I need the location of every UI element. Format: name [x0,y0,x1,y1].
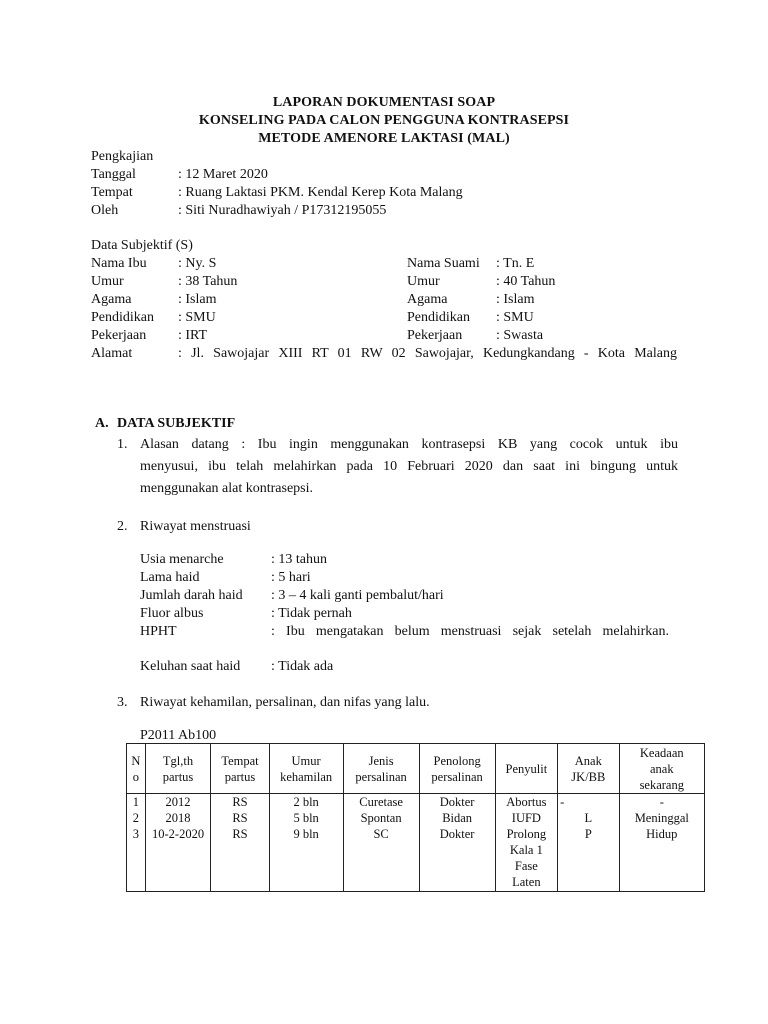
ibu-value-pendidikan: : SMU [178,310,216,325]
obstetric-code: P2011 Ab100 [140,728,217,743]
cell-penyulit: Abortus IUFD Prolong Kala 1 Fase Laten [495,794,557,892]
suami-label-nama: Nama Suami [407,256,480,271]
keluhan-label: Keluhan saat haid [140,659,241,674]
item1-line1: Alasan datang : Ibu ingin menggunakan kontrasepsi KB yang cocok untuk ibu [140,437,678,452]
suami-value-pekerjaan: : Swasta [496,328,544,343]
section-a-letter: A. [95,416,109,431]
item1-line2: menyusui, ibu telah melahirkan pada 10 Februari 2020 dan saat ini bingung untuk [140,459,678,474]
cell-jenis-persalinan: Curetase Spontan SC [343,794,419,892]
ibu-label-agama: Agama [91,292,132,307]
col-header-umur-kehamilan: Umur kehamilan [269,744,343,794]
ibu-value-agama: : Islam [178,292,217,307]
cell-keadaan-anak: - Meninggal Hidup [619,794,704,892]
suami-label-umur: Umur [407,274,440,289]
col-header-keadaan-anak: Keadaan anak sekarang [619,744,704,794]
alamat-value: : Jl. Sawojajar XIII RT 01 RW 02 Sawojajar, Kedungkandang - Kota Malang [178,346,677,361]
pengkajian-label-tempat: Tempat [91,185,133,200]
menstruasi-value-fluor: : Tidak pernah [271,606,352,621]
menstruasi-label-fluor: Fluor albus [140,606,204,621]
suami-label-pendidikan: Pendidikan [407,310,470,325]
menstruasi-label-hpht: HPHT [140,624,177,639]
alamat-label: Alamat [91,346,133,361]
item1-number: 1. [117,437,128,452]
menstruasi-label-jumlah: Jumlah darah haid [140,588,243,603]
item2-number: 2. [117,519,128,534]
suami-label-pekerjaan: Pekerjaan [407,328,463,343]
section-a-heading: DATA SUBJEKTIF [117,416,236,431]
col-header-anak-jkbb: Anak JK/BB [558,744,619,794]
item3-heading: Riwayat kehamilan, persalinan, dan nifas yang lalu. [140,695,430,710]
ibu-value-umur: : 38 Tahun [178,274,238,289]
doc-title-line3: METODE AMENORE LAKTASI (MAL) [258,131,510,146]
pengkajian-heading: Pengkajian [91,149,154,164]
pengkajian-label-tanggal: Tanggal [91,167,136,182]
col-header-no: N o [127,744,146,794]
suami-label-agama: Agama [407,292,448,307]
suami-value-agama: : Islam [496,292,535,307]
ibu-label-pendidikan: Pendidikan [91,310,154,325]
pengkajian-label-oleh: Oleh [91,203,119,218]
menstruasi-value-lama: : 5 hari [271,570,311,585]
cell-no: 1 2 3 [127,794,146,892]
col-header-tgl-partus: Tgl,th partus [145,744,211,794]
suami-value-nama: : Tn. E [496,256,535,271]
riwayat-kehamilan-table [126,743,705,892]
menstruasi-value-hpht: : Ibu mengatakan belum menstruasi sejak setelah melahirkan. [271,624,669,639]
doc-title-line2: KONSELING PADA CALON PENGGUNA KONTRASEPSI [198,113,570,128]
menstruasi-label-lama: Lama haid [140,570,200,585]
cell-tgl-partus: 2012 2018 10-2-2020 [145,794,211,892]
suami-value-pendidikan: : SMU [496,310,534,325]
table-header-row [127,744,705,794]
cell-anak-jkbb: - L P [558,794,619,892]
ibu-value-pekerjaan: : IRT [178,328,208,343]
pengkajian-value-oleh: : Siti Nuradhawiyah / P17312195055 [178,203,387,218]
keluhan-value: : Tidak ada [271,659,334,674]
pengkajian-value-tanggal: : 12 Maret 2020 [178,167,268,182]
col-header-penyulit: Penyulit [495,744,557,794]
table-row [127,794,705,892]
col-header-tempat-partus: Tempat partus [211,744,269,794]
item2-heading: Riwayat menstruasi [140,519,251,534]
menstruasi-label-menarche: Usia menarche [140,552,224,567]
ibu-label-pekerjaan: Pekerjaan [91,328,147,343]
suami-value-umur: : 40 Tahun [496,274,556,289]
ibu-label-nama: Nama Ibu [91,256,147,271]
subjektif-heading: Data Subjektif (S) [91,238,193,253]
ibu-value-nama: : Ny. S [178,256,217,271]
cell-penolong-persalinan: Dokter Bidan Dokter [419,794,495,892]
menstruasi-value-jumlah: : 3 – 4 kali ganti pembalut/hari [271,588,444,603]
cell-umur-kehamilan: 2 bln 5 bln 9 bln [269,794,343,892]
menstruasi-value-menarche: : 13 tahun [271,552,327,567]
col-header-penolong-persalinan: Penolong persalinan [419,744,495,794]
item3-number: 3. [117,695,128,710]
col-header-jenis-persalinan: Jenis persalinan [343,744,419,794]
doc-title-line1: LAPORAN DOKUMENTASI SOAP [272,95,496,110]
item1-line3: menggunakan alat kontrasepsi. [140,481,314,496]
cell-tempat-partus: RS RS RS [211,794,269,892]
ibu-label-umur: Umur [91,274,124,289]
pengkajian-value-tempat: : Ruang Laktasi PKM. Kendal Kerep Kota Malang [178,185,463,200]
